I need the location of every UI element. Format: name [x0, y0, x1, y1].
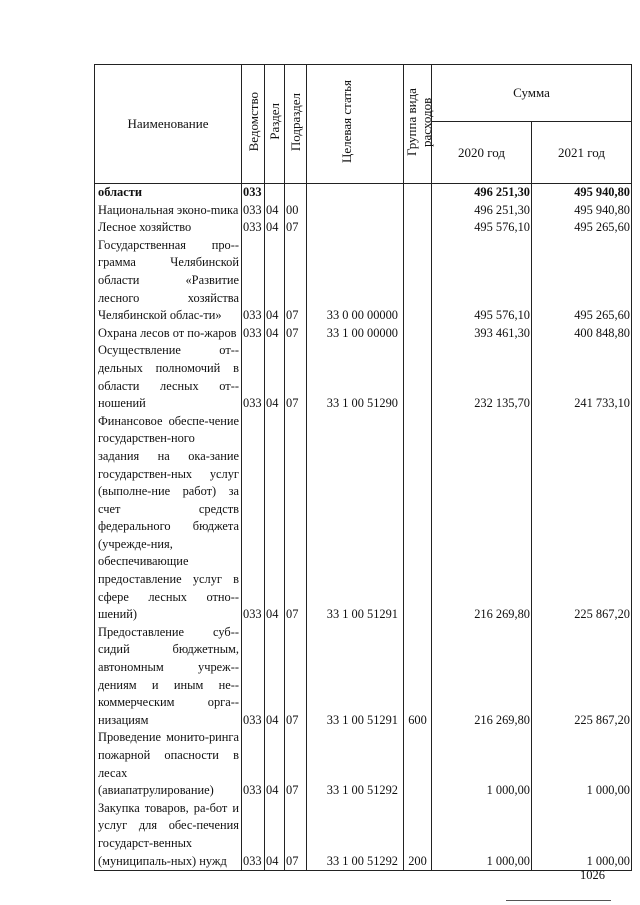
header-gruppa-text: Группа вида расходов	[404, 87, 434, 156]
row-razdel-cell	[265, 184, 285, 202]
table-row	[95, 202, 632, 220]
header-podrazdel-text: Подраздел	[288, 92, 303, 151]
header-year-2021	[532, 121, 632, 183]
row-razdel-cell: 04	[265, 624, 285, 730]
table-row	[95, 325, 632, 343]
row-vedomstvo-cell: 033	[242, 219, 265, 237]
row-name-cell: Закупка товаров, ра-бот и услуг для обес-печения государст-венных (муниципаль-ных) нужд	[95, 800, 242, 871]
row-amount-2021-cell: 495 265,60	[532, 237, 632, 325]
row-razdel-cell: 04	[265, 325, 285, 343]
header-name	[95, 65, 242, 184]
row-gruppa-cell: 200	[404, 800, 432, 871]
row-vedomstvo-cell: 033	[242, 325, 265, 343]
row-vedomstvo-cell: 033	[242, 729, 265, 799]
header-razdel	[265, 65, 285, 184]
row-gruppa-cell	[404, 202, 432, 220]
table-row	[95, 729, 632, 799]
row-gruppa-cell	[404, 184, 432, 202]
row-gruppa-cell	[404, 237, 432, 325]
header-podrazdel	[285, 65, 307, 184]
row-amount-2020-cell: 495 576,10	[432, 219, 532, 237]
row-amount-2020-cell: 1 000,00	[432, 800, 532, 871]
row-podrazdel-cell: 07	[285, 729, 307, 799]
header-summa-text: Сумма	[513, 85, 550, 101]
row-celevaya-cell: 33 1 00 51292	[307, 729, 404, 799]
row-celevaya-cell: 33 1 00 51291	[307, 413, 404, 624]
row-amount-2020-cell: 232 135,70	[432, 342, 532, 412]
row-amount-2020-cell: 393 461,30	[432, 325, 532, 343]
row-amount-2020-cell: 216 269,80	[432, 624, 532, 730]
row-razdel-cell: 04	[265, 219, 285, 237]
row-celevaya-cell	[307, 202, 404, 220]
row-name-cell: Осуществление от-дельных полномочий в области лесных от-ношений	[95, 342, 242, 412]
header-vedomstvo-text: Ведомство	[245, 92, 261, 152]
row-name-cell: Государственная про-грамма Челябинской области «Развитие лесного хозяйства Челябинской облас-ти»	[95, 237, 242, 325]
row-vedomstvo-cell: 033	[242, 800, 265, 871]
row-amount-2021-cell: 225 867,20	[532, 624, 632, 730]
header-year-2020-text: 2020 год	[458, 144, 505, 160]
row-podrazdel-cell: 07	[285, 325, 307, 343]
row-razdel-cell: 04	[265, 800, 285, 871]
row-vedomstvo-cell: 033	[242, 202, 265, 220]
table-row	[95, 219, 632, 237]
row-amount-2021-cell: 495 940,80	[532, 184, 632, 202]
row-vedomstvo-cell: 033	[242, 237, 265, 325]
row-celevaya-cell: 33 1 00 00000	[307, 325, 404, 343]
row-amount-2020-cell: 496 251,30	[432, 184, 532, 202]
row-podrazdel-cell: 00	[285, 202, 307, 220]
header-vedomstvo	[242, 65, 265, 184]
row-celevaya-cell: 33 1 00 51290	[307, 342, 404, 412]
row-amount-2020-cell: 1 000,00	[432, 729, 532, 799]
row-amount-2021-cell: 400 848,80	[532, 325, 632, 343]
row-name-cell: Предоставление суб-сидий бюджетным, автономным учреж-дениям и иным не-коммерческим орга-низациям	[95, 624, 242, 730]
header-celevaya	[307, 65, 404, 184]
row-vedomstvo-cell: 033	[242, 624, 265, 730]
row-gruppa-cell	[404, 729, 432, 799]
header-gruppa	[404, 65, 432, 184]
row-amount-2021-cell: 1 000,00	[532, 729, 632, 799]
row-name-cell: области	[95, 184, 242, 202]
row-razdel-cell: 04	[265, 342, 285, 412]
table-row	[95, 342, 632, 412]
header-year-2020	[432, 121, 532, 183]
row-amount-2020-cell: 496 251,30	[432, 202, 532, 220]
row-name-cell: Финансовое обеспе-чение государствен-ного задания на ока-зание государствен-ных услуг (выполне-ние работ) за счет средств федерального бюджета (учрежде-ния, обеспечивающие предоставление услуг в сфере лесных отно-шений)	[95, 413, 242, 624]
page-number: 1026	[580, 868, 605, 882]
row-vedomstvo-cell: 033	[242, 413, 265, 624]
row-amount-2020-cell: 495 576,10	[432, 237, 532, 325]
row-gruppa-cell	[404, 413, 432, 624]
row-gruppa-cell	[404, 219, 432, 237]
row-amount-2021-cell: 495 940,80	[532, 202, 632, 220]
row-razdel-cell: 04	[265, 413, 285, 624]
row-gruppa-cell	[404, 325, 432, 343]
table-row	[95, 237, 632, 325]
row-amount-2021-cell: 241 733,10	[532, 342, 632, 412]
table-body	[95, 184, 632, 871]
row-celevaya-cell	[307, 184, 404, 202]
row-gruppa-cell: 600	[404, 624, 432, 730]
row-amount-2021-cell: 225 867,20	[532, 413, 632, 624]
header-razdel-text: Раздел	[267, 103, 282, 141]
row-gruppa-cell	[404, 342, 432, 412]
header-celevaya-text: Целевая статья	[339, 80, 354, 164]
row-razdel-cell: 04	[265, 729, 285, 799]
row-podrazdel-cell: 07	[285, 624, 307, 730]
row-podrazdel-cell: 07	[285, 237, 307, 325]
budget-table	[94, 64, 632, 871]
row-celevaya-cell: 33 1 00 51292	[307, 800, 404, 871]
row-amount-2020-cell: 216 269,80	[432, 413, 532, 624]
table-row	[95, 184, 632, 202]
row-razdel-cell: 04	[265, 237, 285, 325]
row-vedomstvo-cell: 033	[242, 342, 265, 412]
row-celevaya-cell: 33 0 00 00000	[307, 237, 404, 325]
row-podrazdel-cell	[285, 184, 307, 202]
row-amount-2021-cell: 1 000,00	[532, 800, 632, 871]
row-celevaya-cell	[307, 219, 404, 237]
table-row	[95, 413, 632, 624]
row-vedomstvo-cell: 033	[242, 184, 265, 202]
row-amount-2021-cell: 495 265,60	[532, 219, 632, 237]
header-year-2021-text: 2021 год	[558, 144, 605, 160]
row-name-cell: Лесное хозяйство	[95, 219, 242, 237]
row-name-cell: Национальная эконо-mика	[95, 202, 242, 220]
row-podrazdel-cell: 07	[285, 219, 307, 237]
row-podrazdel-cell: 07	[285, 342, 307, 412]
row-razdel-cell: 04	[265, 202, 285, 220]
row-name-cell: Проведение монито-ринга пожарной опасности в лесах (авиапатрулирование)	[95, 729, 242, 799]
header-summa	[432, 65, 632, 122]
row-celevaya-cell: 33 1 00 51291	[307, 624, 404, 730]
row-name-cell: Охрана лесов от по-жаров	[95, 325, 242, 343]
table-row	[95, 624, 632, 730]
header-name-text: Наименование	[127, 116, 209, 132]
row-podrazdel-cell: 07	[285, 413, 307, 624]
bottom-rule	[506, 900, 611, 901]
row-podrazdel-cell: 07	[285, 800, 307, 871]
table-row	[95, 800, 632, 871]
